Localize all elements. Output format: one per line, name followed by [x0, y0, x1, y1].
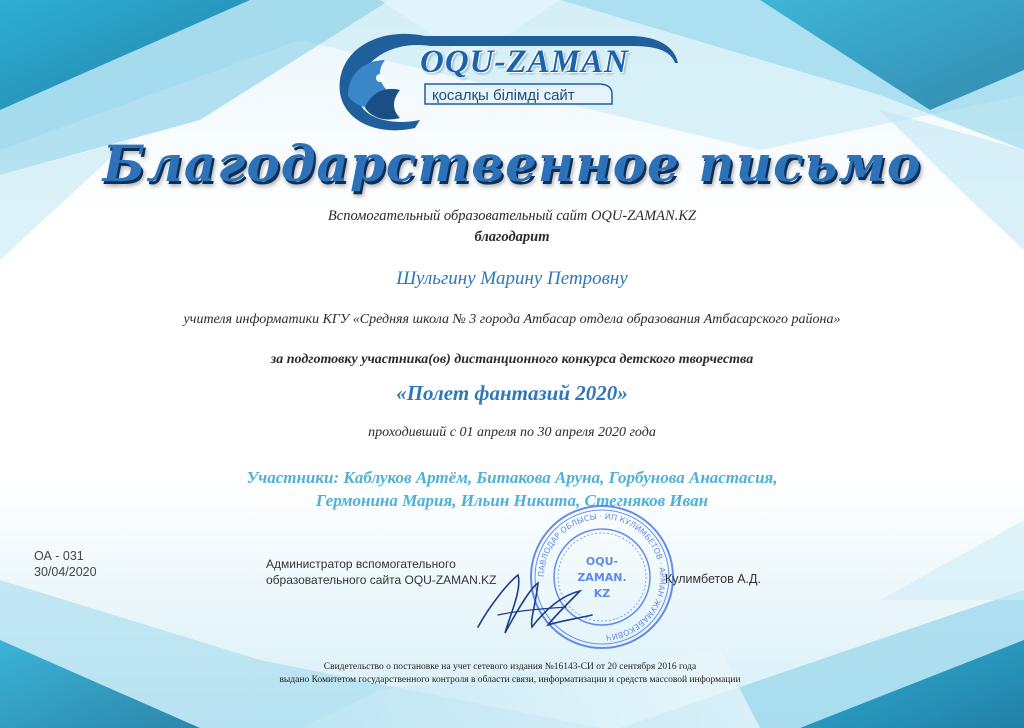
participants-list: [0, 466, 1024, 512]
logo-tagline: қосалқы білімді сайт: [432, 87, 575, 104]
stamp-ring-text: ПАВЛОДАР ОБЛЫСЫ · ИП КУЛИМБЕТОВ · АРМАН ЖУМАБЕКОВИЧ: [536, 511, 668, 642]
registration-note-line: Свидетельство о постановке на учет сетевого издания №16143-СИ от 20 сентября 2016 года: [323, 662, 697, 672]
admin-title: [266, 556, 497, 588]
participants-line: Гермонина Мария, Ильин Никита, Стегняков Иван: [315, 491, 709, 510]
stamp-center-text: KZ: [593, 587, 611, 600]
certificate-title: Благодарственное письмо: [102, 134, 922, 193]
award-reason: за подготовку участника(ов) дистанционного конкурса детского творчества: [270, 352, 754, 367]
contest-period: проходивший с 01 апреля по 30 апреля 2020 года: [368, 425, 656, 440]
brand-logo: [330, 18, 700, 133]
signer-name: Кулимбетов А.Д.: [665, 572, 761, 586]
stamp-center-text: ZAMAN.: [577, 571, 627, 584]
logo-name: OQU-ZAMAN: [420, 44, 629, 80]
participants-line: Участники: Каблуков Артём, Битакова Аруна, Горбунова Анастасия,: [246, 468, 778, 487]
stamp-center-text: OQU-: [585, 555, 619, 568]
document-date: 30/04/2020: [34, 565, 97, 579]
admin-title-line: образовательного сайта OQU-ZAMAN.KZ: [266, 573, 497, 587]
registration-note: [230, 661, 790, 687]
issuer-text: Вспомогательный образовательный сайт OQU-ZAMAN.KZ: [327, 208, 697, 224]
document-code: [34, 548, 97, 580]
recipient-name: Шульгину Марину Петровну: [396, 268, 628, 289]
registration-note-line: выдано Комитетом государственного контроля в области связи, информатизации и средств массовой информации: [279, 675, 741, 685]
signature-icon: [470, 565, 600, 640]
admin-title-line: Администратор вспомогательного: [266, 557, 456, 571]
recipient-position: учителя информатики КГУ «Средняя школа № 3 города Атбасар отдела образования Атбасарского района»: [183, 312, 841, 327]
document-number: ОА - 031: [34, 549, 84, 563]
contest-name: «Полет фантазий 2020»: [396, 381, 628, 405]
thanks-text: благодарит: [474, 229, 550, 245]
